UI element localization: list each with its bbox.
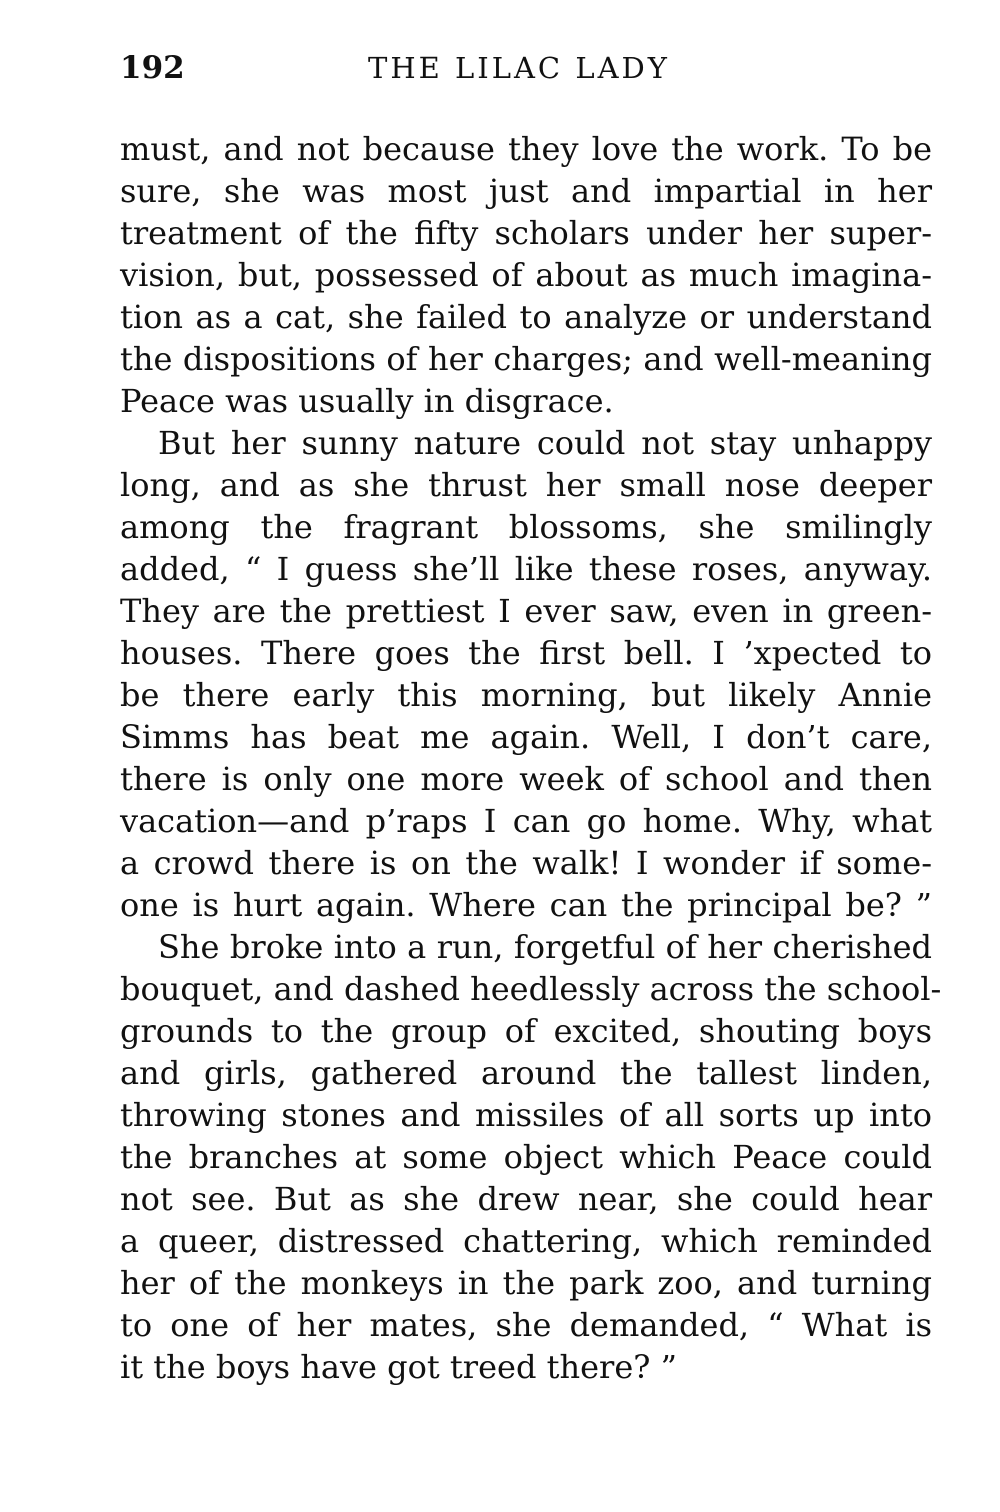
- text-line: Peace was usually in disgrace.: [120, 382, 614, 420]
- running-head-title: THE LILAC LADY: [368, 51, 670, 85]
- text-line: be there early this morning, but likely Annie: [120, 676, 932, 714]
- text-line: her of the monkeys in the park zoo, and turning: [120, 1264, 932, 1302]
- text-line: the dispositions of her charges; and well-meaning: [120, 340, 932, 378]
- text-line: treatment of the fifty scholars under her super-: [120, 214, 932, 252]
- text-line: it the boys have got treed there? ”: [120, 1348, 677, 1386]
- text-line: tion as a cat, she failed to analyze or understand: [120, 298, 932, 336]
- text-line: to one of her mates, she demanded, “ What is: [120, 1306, 932, 1344]
- text-line-paragraph-start: She broke into a run, forgetful of her cherished: [158, 928, 932, 966]
- text-line: sure, she was most just and impartial in her: [120, 172, 932, 210]
- text-line: grounds to the group of excited, shouting boys: [120, 1012, 932, 1050]
- text-line: and girls, gathered around the tallest linden,: [120, 1054, 932, 1092]
- text-line: a crowd there is on the walk! I wonder if some-: [120, 844, 932, 882]
- text-line: there is only one more week of school and then: [120, 760, 932, 798]
- text-line: added, “ I guess she’ll like these roses, anyway.: [120, 550, 932, 588]
- page-number: 192: [120, 50, 185, 86]
- text-line: one is hurt again. Where can the principal be? ”: [120, 886, 932, 924]
- text-line-paragraph-start: But her sunny nature could not stay unhappy: [158, 424, 932, 462]
- text-line: among the fragrant blossoms, she smilingly: [120, 508, 932, 546]
- text-line: a queer, distressed chattering, which reminded: [120, 1222, 932, 1260]
- text-line: vacation—and p’raps I can go home. Why, what: [120, 802, 932, 840]
- page-header: [120, 48, 900, 88]
- text-line: the branches at some object which Peace could: [120, 1138, 932, 1176]
- text-line: They are the prettiest I ever saw, even in green-: [120, 592, 932, 630]
- text-line: houses. There goes the first bell. I ’xpected to: [120, 634, 932, 672]
- text-line: Simms has beat me again. Well, I don’t care,: [120, 718, 932, 756]
- text-line: not see. But as she drew near, she could hear: [120, 1180, 932, 1218]
- text-line: must, and not because they love the work. To be: [120, 130, 932, 168]
- text-line: vision, but, possessed of about as much imagina-: [120, 256, 932, 294]
- body-text: [120, 128, 942, 1388]
- text-line: throwing stones and missiles of all sorts up into: [120, 1096, 932, 1134]
- text-line: bouquet, and dashed heedlessly across the school-: [120, 970, 942, 1008]
- text-line: long, and as she thrust her small nose deeper: [120, 466, 932, 504]
